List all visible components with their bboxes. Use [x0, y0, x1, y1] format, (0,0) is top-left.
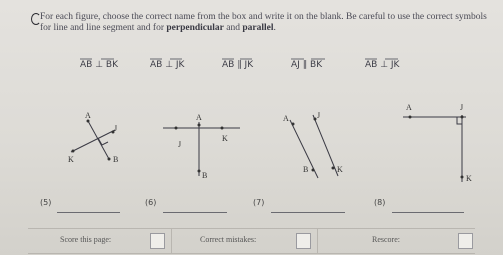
divider [317, 229, 318, 253]
f4-label-A: A [406, 103, 412, 112]
f1-label-K: K [68, 155, 74, 164]
answer-blank-5[interactable] [57, 212, 120, 213]
f3-label-B: B [303, 165, 309, 174]
figure-4 [403, 115, 466, 182]
f1-label-A: A [85, 111, 91, 120]
scoring-footer [28, 228, 475, 254]
f3-label-A: A [283, 114, 289, 123]
instructions-end: . [273, 23, 276, 33]
answer-blank-8[interactable] [392, 212, 464, 213]
figure-3 [290, 115, 338, 178]
choice-5: AB ⊥ JK [365, 60, 400, 70]
score-box[interactable] [150, 233, 165, 249]
choice-4: AJ ∥ BK [291, 60, 323, 70]
figure-2 [163, 122, 240, 176]
f1-label-J: J [114, 124, 118, 133]
f2-label-A: A [196, 113, 202, 122]
instructions-emphasis-parallel: parallel [242, 23, 274, 33]
instructions-emphasis-perpendicular: perpendicular [166, 23, 224, 33]
figure-1 [71, 121, 118, 159]
mistakes-box[interactable] [296, 233, 311, 249]
instructions-text: For each figure, choose the correct name from the box and write it on the blank. Be careful to use the correct symbols for line and line segment and for [40, 12, 487, 33]
f4-label-J: J [460, 103, 464, 112]
divider [171, 229, 172, 253]
f3-label-J: J [317, 111, 321, 120]
mistakes-label: Correct mistakes: [200, 235, 257, 244]
score-label: Score this page: [60, 235, 112, 244]
f4-label-K: K [466, 174, 472, 183]
choice-1: AB ⊥ BK [80, 60, 118, 70]
question-8-number: (8) [374, 198, 386, 207]
f2-label-K: K [222, 134, 228, 143]
answer-blank-6[interactable] [163, 212, 227, 213]
f2-label-B: B [202, 171, 208, 180]
choice-2: AB ⊥ JK [150, 60, 185, 70]
answer-blank-7[interactable] [271, 212, 345, 213]
instructions-and: and [223, 23, 243, 33]
f3-label-K: K [337, 165, 343, 174]
f1-label-B: B [113, 155, 119, 164]
rescore-box[interactable] [458, 233, 473, 249]
f2-label-J: J [178, 140, 182, 149]
choice-3: AB ∥ JK [222, 60, 254, 70]
rescore-label: Rescore: [372, 235, 400, 244]
question-7-number: (7) [253, 198, 265, 207]
question-6-number: (6) [145, 198, 157, 207]
question-5-number: (5) [40, 198, 52, 207]
